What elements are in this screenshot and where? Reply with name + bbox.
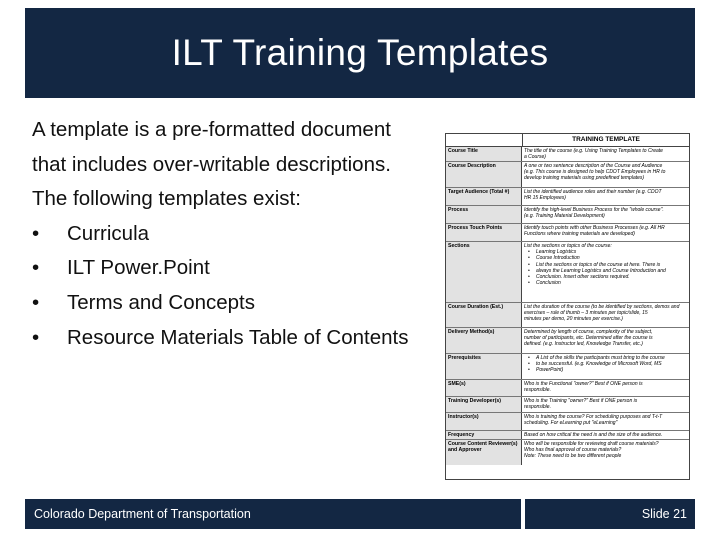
intro-line: The following templates exist: bbox=[32, 187, 301, 211]
template-row-label: Training Developer(s) bbox=[446, 397, 522, 412]
template-row-label: Process bbox=[446, 206, 522, 223]
template-description-line: Who is training the course? For scheduling purposes and T-t-T bbox=[524, 414, 663, 420]
template-description-line: List the identified audience roles and their number (e.g. CDOT bbox=[524, 189, 662, 195]
template-row-label: SME(s) bbox=[446, 380, 522, 396]
list-item-text: Resource Materials Table of Contents bbox=[67, 325, 409, 349]
slide-body bbox=[32, 113, 452, 355]
template-row-label: Course Description bbox=[446, 162, 522, 187]
template-row bbox=[446, 397, 689, 413]
template-row-description bbox=[522, 162, 689, 187]
template-description-line: Who is the Functional "owner?" Best if ONE person is bbox=[524, 381, 643, 387]
template-description-line: Who is the Training "owner?" Best if ONE person is bbox=[524, 398, 638, 404]
template-row-description bbox=[522, 224, 689, 241]
template-row bbox=[446, 354, 689, 380]
template-row bbox=[446, 303, 689, 328]
training-template-image bbox=[445, 133, 690, 480]
bullet-marker: • bbox=[32, 290, 40, 314]
template-description-line: Determined by length of course, complexity of the subject, bbox=[524, 329, 653, 335]
template-row-description bbox=[522, 380, 689, 396]
template-row-label: Course Duration (Est.) bbox=[446, 303, 522, 327]
template-row-label: Sections bbox=[446, 242, 522, 302]
bullet-marker: • bbox=[32, 325, 40, 349]
template-description-line: Identify the high-level Business Process for the "whole course". bbox=[524, 207, 664, 213]
template-row bbox=[446, 147, 689, 162]
template-row bbox=[446, 440, 689, 465]
template-row-description bbox=[522, 328, 689, 353]
template-row-description bbox=[522, 206, 689, 223]
slide-number: Slide 21 bbox=[641, 507, 687, 521]
template-description-line: Based on how critical the need is and the size of the audience. bbox=[524, 432, 663, 438]
template-description-line: HR 15 Employees) bbox=[524, 195, 566, 202]
template-row-label: Prerequisites bbox=[446, 354, 522, 379]
list-item-text: Curricula bbox=[67, 221, 150, 245]
template-description-line: Who will be responsible for reviewing draft course materials? bbox=[524, 441, 659, 447]
template-bullet-line: • to be successful. (e.g. Knowledge of Microsoft Word, MS bbox=[524, 361, 687, 367]
template-row-description bbox=[522, 354, 689, 379]
list-item-text: ILT Power.Point bbox=[67, 256, 210, 280]
template-description-line: Who has final approval of course materials? bbox=[524, 447, 622, 454]
template-row bbox=[446, 380, 689, 397]
template-description-line: scheduling. For eLearning put "eLearning" bbox=[524, 420, 618, 427]
template-header: TRAINING TEMPLATE bbox=[572, 136, 640, 143]
template-bullet-line: • Course Introduction bbox=[524, 255, 687, 261]
list-item bbox=[32, 321, 452, 356]
template-description-line: exercises – rule of thumb – 3 minutes per topic/slide, 15 bbox=[524, 310, 648, 317]
list-item bbox=[32, 286, 452, 321]
template-description-line: responsible. bbox=[524, 387, 551, 394]
footer-organization-bar bbox=[25, 499, 521, 529]
template-row-label: Process Touch Points bbox=[446, 224, 522, 241]
template-row-description bbox=[522, 147, 689, 161]
template-row-label: Course Content Reviewer(s) and Approver bbox=[446, 440, 522, 465]
template-description-line: A one or two sentence description of the Course and Audience bbox=[524, 163, 663, 169]
template-row-label: Delivery Method(s) bbox=[446, 328, 522, 353]
template-row-description bbox=[522, 431, 689, 439]
template-description-line: number of participants, etc. Determined after the course is bbox=[524, 335, 653, 342]
template-bullet-line: • Learning Logistics bbox=[524, 249, 687, 255]
template-row-label: Target Audience (Total #) bbox=[446, 188, 522, 205]
template-row bbox=[446, 188, 689, 206]
template-row-description bbox=[522, 413, 689, 430]
template-description-line: a Course) bbox=[524, 154, 546, 161]
template-bullet-line: • List the sections or topics of the course at here. There is bbox=[524, 262, 687, 268]
template-bullet-line: • Conclusion. Insert other sections required. bbox=[524, 274, 687, 280]
template-description-line: (e.g. Training Material Development) bbox=[524, 213, 605, 220]
template-description-line: responsible. bbox=[524, 404, 551, 411]
template-row bbox=[446, 206, 689, 224]
template-list bbox=[32, 217, 452, 355]
template-description-line: Functions where training materials are developed) bbox=[524, 231, 635, 238]
template-description-line: minutes per demo, 20 minutes per exercise.) bbox=[524, 316, 623, 323]
template-row bbox=[446, 431, 689, 440]
template-description-line: The title of the course (e.g. Using Training Templates to Create bbox=[524, 148, 663, 154]
template-row-description bbox=[522, 242, 689, 302]
bullet-marker: • bbox=[32, 256, 40, 280]
slide-title: ILT Training Templates bbox=[171, 32, 549, 73]
template-row-description bbox=[522, 303, 689, 327]
list-item bbox=[32, 251, 452, 286]
slide-title-bar bbox=[25, 8, 695, 98]
template-description-line: develop training materials using predefined templates) bbox=[524, 175, 645, 182]
template-row bbox=[446, 224, 689, 242]
template-description-line: defined. (e.g. Instructor led, Knowledge Transfer, etc.) bbox=[524, 341, 643, 348]
template-description-line: List the sections or topics of the course: bbox=[524, 243, 612, 249]
template-row bbox=[446, 242, 689, 303]
template-bullet-line: • A List of the skills the participants must bring to the course bbox=[524, 355, 687, 361]
template-bullet-line: • Conclusion bbox=[524, 280, 687, 286]
template-row-label: Instructor(s) bbox=[446, 413, 522, 430]
bullet-marker: • bbox=[32, 221, 40, 245]
footer-slide-number-bar bbox=[525, 499, 695, 529]
template-row-label: Course Title bbox=[446, 147, 522, 161]
footer-organization: Colorado Department of Transportation bbox=[34, 507, 251, 521]
template-bullet-line: • PowerPoint) bbox=[524, 367, 687, 373]
template-description-line: Note: These need to be two different people bbox=[524, 453, 622, 460]
intro-line: that includes over-writable descriptions. bbox=[32, 152, 391, 176]
template-header-blank bbox=[446, 134, 523, 146]
template-row bbox=[446, 162, 689, 188]
template-description-line: Identify touch points with other Business Processes (e.g. All HR bbox=[524, 225, 665, 231]
template-description-line: List the duration of the course (to be identified by sections, demos and bbox=[524, 304, 680, 310]
template-row-label: Frequency bbox=[446, 431, 522, 439]
template-rows bbox=[446, 147, 689, 465]
template-row-description bbox=[522, 188, 689, 205]
template-row-description bbox=[522, 440, 689, 465]
template-row bbox=[446, 328, 689, 354]
list-item-text: Terms and Concepts bbox=[67, 290, 256, 314]
intro-line: A template is a pre-formatted document bbox=[32, 118, 391, 141]
template-description-line: (e.g. This course is designed to help CDOT Employees in HR to bbox=[524, 169, 666, 176]
list-item bbox=[32, 217, 452, 252]
template-bullet-line: • always the Learning Logistics and Course Introduction and bbox=[524, 268, 687, 274]
template-header-row bbox=[446, 134, 689, 147]
template-row-description bbox=[522, 397, 689, 412]
template-row bbox=[446, 413, 689, 431]
